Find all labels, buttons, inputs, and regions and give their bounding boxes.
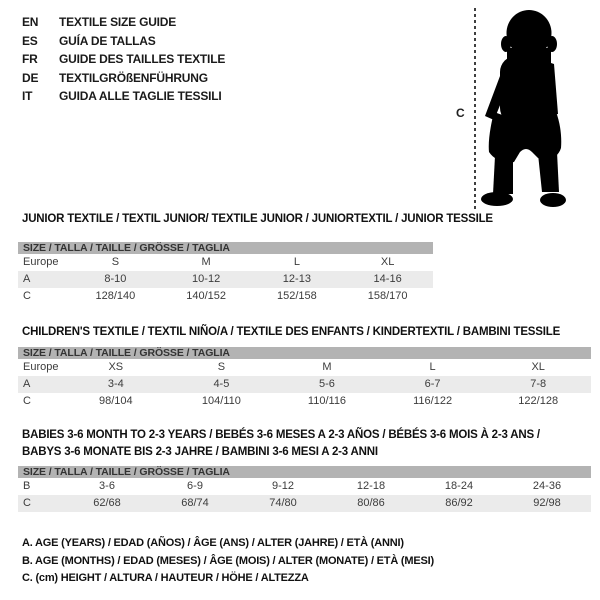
babies-table-title-line1: BABIES 3-6 MONTH TO 2-3 YEARS / BEBÉS 3-6 MESES A 2-3 AÑOS / BÉBÉS 3-6 MOIS À 2-3 ANS / <box>22 429 540 441</box>
height-measure-label: C <box>456 106 465 120</box>
language-row <box>22 87 225 106</box>
table-cell: 74/80 <box>269 497 297 509</box>
table-row <box>18 254 433 271</box>
table-cell: 62/68 <box>93 497 121 509</box>
table-row <box>18 393 591 410</box>
table-cell: 80/86 <box>357 497 385 509</box>
table-row <box>18 495 591 512</box>
table-cell: 158/170 <box>367 290 408 302</box>
table-cell: M <box>201 256 211 268</box>
table-cell: 5-6 <box>319 378 335 390</box>
table-cell: S <box>111 256 120 268</box>
footnote-legend <box>22 535 434 588</box>
table-cell: 98/104 <box>98 395 133 407</box>
table-row <box>18 359 591 376</box>
table-row <box>18 376 591 393</box>
table-cell: 10-12 <box>192 273 221 285</box>
table-cell: 4-5 <box>213 378 230 390</box>
table-cell: 12-18 <box>356 480 386 492</box>
language-title: GUIDA ALLE TAGLIE TESSILI <box>59 89 222 104</box>
table-row <box>18 271 433 288</box>
height-measure-line <box>474 8 476 210</box>
table-cell: L <box>293 256 300 268</box>
language-code: DE <box>22 70 39 85</box>
language-code: FR <box>22 52 38 67</box>
row-label: A <box>23 378 31 390</box>
table-row <box>18 288 433 305</box>
table-cell: 128/140 <box>95 290 136 302</box>
babies-table-title <box>22 427 540 461</box>
table-cell: M <box>322 361 332 373</box>
language-title: GUIDE DES TAILLES TEXTILE <box>59 52 226 67</box>
table-cell: 86/92 <box>445 497 473 509</box>
row-label: C <box>23 395 31 407</box>
children-table-title: CHILDREN'S TEXTILE / TEXTIL NIÑO/A / TEXTILE DES ENFANTS / KINDERTEXTIL / BAMBINI TESSILE <box>22 326 561 338</box>
table-cell: 7-8 <box>530 378 547 390</box>
table-cell: 18-24 <box>444 480 474 492</box>
table-cell: XL <box>380 256 395 268</box>
language-row <box>22 69 225 88</box>
table-cell: 152/158 <box>276 290 317 302</box>
table-cell: 92/98 <box>533 497 561 509</box>
footnote-line: A. AGE (YEARS) / EDAD (AÑOS) / ÂGE (ANS) / ALTER (JAHRE) / ETÀ (ANNI) <box>22 537 404 549</box>
size-header-bar: SIZE / TALLA / TAILLE / GRÖSSE / TAGLIA <box>18 242 433 254</box>
table-cell: S <box>217 361 226 373</box>
row-label: B <box>23 480 31 492</box>
language-code: IT <box>22 89 33 104</box>
language-title: TEXTILE SIZE GUIDE <box>59 15 177 30</box>
table-cell: 122/128 <box>518 395 559 407</box>
table-row <box>18 478 591 495</box>
language-row <box>22 13 225 32</box>
row-label: C <box>23 290 31 302</box>
language-code: EN <box>22 15 39 30</box>
junior-table-title: JUNIOR TEXTILE / TEXTIL JUNIOR/ TEXTILE JUNIOR / JUNIORTEXTIL / JUNIOR TESSILE <box>22 213 493 225</box>
row-label: C <box>23 497 31 509</box>
junior-size-table <box>18 242 433 305</box>
table-cell: 116/122 <box>413 395 453 407</box>
language-list <box>22 13 225 106</box>
language-title: GUÍA DE TALLAS <box>59 33 156 48</box>
children-size-table <box>18 347 591 410</box>
footnote-line: C. (cm) HEIGHT / ALTURA / HAUTEUR / HÖHE / ALTEZZA <box>22 572 309 584</box>
table-cell: 110/116 <box>307 395 347 407</box>
table-cell: XL <box>531 361 545 373</box>
table-cell: 24-36 <box>532 480 562 492</box>
table-cell: 6-9 <box>187 480 203 492</box>
language-row <box>22 32 225 51</box>
table-cell: XS <box>108 361 124 373</box>
table-cell: 3-6 <box>99 480 115 492</box>
row-label: A <box>23 273 31 285</box>
language-title: TEXTILGRÖßENFÜHRUNG <box>59 70 208 85</box>
table-cell: 140/152 <box>186 290 226 302</box>
table-cell: 8-10 <box>104 273 127 285</box>
table-cell: 14-16 <box>373 273 402 285</box>
language-code: ES <box>22 33 38 48</box>
footnote-line: B. AGE (MONTHS) / EDAD (MESES) / ÂGE (MOIS) / ALTER (MONATE) / ETÀ (MESI) <box>22 554 434 567</box>
language-row <box>22 50 225 69</box>
table-cell: 3-4 <box>107 378 124 390</box>
babies-table-title-line2: BABYS 3-6 MONATE BIS 2-3 JAHRE / BAMBINI 3-6 MESI A 2-3 ANNI <box>22 446 378 458</box>
table-cell: 68/74 <box>181 497 209 509</box>
table-cell: L <box>429 361 436 373</box>
baby-silhouette-icon <box>480 6 570 211</box>
table-cell: 9-12 <box>271 480 295 492</box>
size-header-bar: SIZE / TALLA / TAILLE / GRÖSSE / TAGLIA <box>18 347 591 359</box>
table-cell: 104/110 <box>201 395 241 407</box>
size-header-bar: SIZE / TALLA / TAILLE / GRÖSSE / TAGLIA <box>18 466 591 478</box>
babies-size-table <box>18 466 591 512</box>
table-cell: 6-7 <box>424 378 441 390</box>
row-label: Europe <box>23 256 59 268</box>
row-label: Europe <box>23 361 59 373</box>
table-cell: 12-13 <box>282 273 311 285</box>
